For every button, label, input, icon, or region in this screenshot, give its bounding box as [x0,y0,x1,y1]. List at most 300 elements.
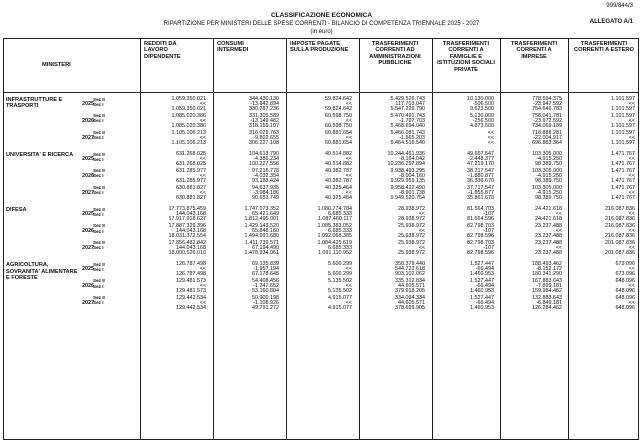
table-cell: 90.653.749 [252,194,279,201]
table-cell: << [345,172,352,179]
table-cell: << [199,283,206,290]
table-cell: 903.102.062 [395,271,425,278]
table-cell: -22.004.917 [533,134,562,141]
table-cell: 18.000.526.010 [168,249,206,256]
table-cell: 648.096 [615,304,635,311]
table-cell: 25.938.972 [398,222,425,229]
table-cell: -4.386.234 [253,156,279,163]
column-divider [432,38,433,440]
table-cell: 4.873.500 [470,123,494,130]
table-cell: -8.152.172 [536,266,562,273]
table-cell: -6.849.181 [536,299,562,306]
table-cell: 1.101.597 [611,106,635,113]
table-cell: << [199,156,206,163]
table-cell: 1.411.739.571 [244,239,279,246]
table-cell: << [487,129,494,136]
ministero-name: DIFESA [6,207,27,214]
table-cell: 117.703.047 [395,101,425,108]
table-cell: 544.722.618 [395,266,425,273]
table-cell: 630.881.827 [176,184,206,191]
table-cell: 60.881.654 [325,139,352,146]
table-cell: 734.069.189 [532,123,562,130]
column-divider [286,38,287,440]
table-cell: 103.305.000 [532,151,562,158]
sezione-label: Sez I [93,135,104,141]
year-label: 2027 [82,134,94,141]
table-cell: 1.092.068.385 [317,233,352,240]
table-cell: 82.798.703 [467,239,494,246]
table-cell: 67.194.490 [252,244,279,251]
table-cell: 216.087.836 [605,216,635,223]
table-cell: << [628,211,635,218]
table-cell: << [628,172,635,179]
sezione-label: Sez II [93,185,105,191]
table-cell: 673.096 [615,271,635,278]
table-cell: -2.448.377 [468,156,494,163]
table-cell: -1.855.877 [468,189,494,196]
table-cell: 5.547.229.790 [390,106,425,113]
table-cell: << [345,117,352,124]
table-cell: 37.717.547 [467,184,494,191]
table-cell: << [418,228,425,234]
sezione-label: Sez II [93,261,105,267]
table-cell: -107 [483,228,494,234]
table-cell: 758.041.781 [532,112,562,119]
table-cell: 631.285.977 [176,178,206,185]
table-cell: 1.101.597 [611,123,635,130]
table-cell: 50.900.198 [252,294,279,301]
year-label: 2027 [82,189,94,196]
sezione-label: Sez II [93,151,105,157]
table-cell: 5.464.516.540 [390,139,425,146]
table-cell: 59.824.642 [325,96,352,102]
sezione-label: Sez I [93,101,104,107]
table-cell: 1.471.767 [611,194,635,201]
table-cell: 40.382.787 [325,178,352,185]
table-cell: 754.646.783 [532,106,562,113]
table-cell: 201.087.836 [605,249,635,256]
header-trasf-estero: TRASFERIMENTI CORRENTI A ESTERO [574,41,634,54]
table-cell: 82.798.596 [467,249,494,256]
table-cell: 9.623.500 [470,106,494,113]
table-cell: << [345,266,352,273]
table-cell: 5.468.694.040 [390,123,425,130]
table-cell: 1.471.767 [611,151,635,158]
table-cell: 36.336.670 [467,178,494,185]
table-cell: 5.130.000 [470,112,494,119]
table-cell: -8.004.160 [399,172,425,179]
table-cell: 331.305.589 [249,112,279,119]
table-cell: 167.883.643 [532,277,562,284]
table-cell: 25.938.972 [398,249,425,256]
table-cell: 40.514.882 [325,151,352,158]
table-cell: 1.471.767 [611,161,635,168]
table-cell: 378.699.905 [395,304,425,311]
table-cell: 10.236.297.894 [387,161,425,168]
table-cell: 10.130.000 [467,96,494,102]
table-cell: 318.159.107 [249,123,279,130]
table-cell: 778.594.375 [532,96,562,102]
table-cell: 1.471.767 [611,167,635,174]
table-cell: -3.984.186 [253,189,279,196]
table-cell: 100.227.556 [249,161,279,168]
table-cell: 44.605.571 [398,299,425,306]
allegato-label: ALLEGATO A/1 [589,19,633,25]
table-cell: 132.883.643 [532,294,562,301]
table-cell: -4.915.250 [536,189,562,196]
table-cell: 1.059.350.021 [171,106,206,113]
table-cell: 67.178.645 [252,271,279,278]
sezione-label: Sez II [93,96,105,102]
sezione-label: Sez II [93,113,105,119]
table-cell: << [199,101,206,108]
table-cell: 5.135.502 [328,277,352,284]
table-cell: -1.880.877 [468,172,494,179]
table-cell: 1.085.020.386 [171,123,206,130]
table-cell: 24.421.618 [535,206,562,213]
table-cell: 5.429.526.743 [390,96,425,102]
table-cell: 82.798.703 [467,222,494,229]
table-cell: 1.460.953 [470,288,494,295]
header-consumi: CONSUMI INTERMEDI [217,41,249,54]
table-cell: 6.685.333 [328,211,352,218]
table-cell: 648.096 [615,288,635,295]
table-cell: 1.085.383.052 [317,222,352,229]
table-cell: 718.888.281 [532,129,562,136]
table-cell: -8.901.738 [399,189,425,196]
table-cell: << [628,189,635,196]
table-cell: 25.938.972 [398,239,425,246]
table-cell: << [345,299,352,306]
sezione-label: Sez II [93,240,105,246]
table-cell: << [628,101,635,108]
table-cell: 648.096 [615,294,635,301]
table-cell: 1.812.495.001 [244,216,279,223]
table-cell: 1.471.767 [611,178,635,185]
table-cell: 28.938.972 [398,216,425,223]
year-label: 2027 [82,299,94,306]
table-cell: -23.947.592 [533,101,562,108]
table-cell: 81.564.703 [467,206,494,213]
table-cell: 1.747.073.352 [244,206,279,213]
sezione-label: Sez I [93,245,104,251]
table-cell: 1.527.447 [470,294,494,301]
year-label: 2026 [82,117,94,124]
title-line-3: (in euro) [310,29,333,35]
sezione-label: Sez I [93,300,104,306]
table-cell: 17.856.482.842 [168,239,206,246]
table-cell: -506.500 [472,101,494,108]
table-cell: 38.217.547 [467,167,494,174]
column-divider [568,38,569,440]
title-line-1: CLASSIFICAZIONE ECONOMICA [270,12,373,19]
header-ministeri: MINISTERI [42,62,71,68]
sezione-label: Sez I [93,118,104,124]
table-cell: 6.685.333 [328,228,352,234]
page-code: 999/844/3 [606,3,633,9]
sezione-label: Sez I [93,283,104,289]
table-cell: << [199,299,206,306]
table-cell: << [487,134,494,141]
table-cell: << [628,228,635,234]
table-cell: 216.087.836 [605,222,635,229]
table-cell: 5.466.081.743 [390,129,425,136]
table-cell: -8.164.042 [399,156,425,163]
sezione-label: Sez I [93,266,104,272]
table-cell: 40.325.464 [325,184,352,191]
table-cell: 65.421.649 [252,211,279,218]
year-label: 2026 [82,228,94,234]
table-cell: 1.101.597 [611,96,635,102]
table-cell: 10.244.461.936 [387,151,425,158]
table-cell: 17.773.875.459 [168,206,206,213]
table-cell: 98.389.750 [535,178,562,185]
table-cell: 40.325.464 [325,194,352,201]
table-cell: 25.938.972 [398,233,425,240]
table-cell: -66.494 [475,299,494,306]
year-label: 2025 [82,156,94,163]
table-cell: 44.605.571 [398,283,425,290]
table-cell: 1.478.934.061 [244,249,279,256]
table-cell: 103.305.000 [532,184,562,191]
table-cell: 1.085.020.386 [171,112,206,119]
table-cell: 82.798.596 [467,233,494,240]
table-cell: 1.059.350.021 [171,96,206,102]
table-cell: 129.481.573 [176,277,206,284]
table-cell: 358.379.440 [395,261,425,268]
table-cell: 24.421.618 [535,216,562,223]
table-cell: 5.135.502 [328,288,352,295]
header-separator [3,92,639,93]
table-cell: -4.915.250 [536,172,562,179]
table-cell: -13.149.482 [250,117,279,124]
table-cell: 316.029.763 [249,129,279,136]
table-cell: << [628,283,635,290]
year-label: 2026 [82,283,94,290]
table-cell: 49.667.547 [467,151,494,158]
table-cell: 1.527.447 [470,277,494,284]
table-cell: -1.247.652 [253,283,279,290]
sezione-label: Sez I [93,228,104,234]
table-cell: 98.389.750 [535,161,562,168]
table-cell: 60.598.750 [325,112,352,119]
table-cell: 129.481.573 [176,288,206,295]
table-cell: 1.429.143.520 [244,222,279,229]
column-divider [359,38,360,440]
table-cell: 5.470.491.743 [390,112,425,119]
table-cell: 23.237.488 [535,222,562,229]
table-cell: << [199,134,206,141]
table-cell: -1.797.703 [399,117,425,124]
table-cell: 1.080.774.784 [317,206,352,213]
table-cell: << [345,189,352,196]
column-divider [500,38,501,440]
table-cell: 379.918.205 [395,288,425,295]
year-label: 2027 [82,244,94,251]
table-cell: 59.824.642 [325,106,352,113]
table-cell: << [345,283,352,290]
table-cell: -4.915.250 [536,156,562,163]
sezione-label: Sez II [93,223,105,229]
table-cell: 23.237.488 [535,233,562,240]
table-cell: 9.949.520.754 [390,194,425,201]
table-cell: -9.802.655 [253,134,279,141]
sezione-label: Sez II [93,278,105,284]
table-cell: -256.500 [472,117,494,124]
header-imposte: IMPOSTE PAGATE SULLA PRODUZIONE [290,41,349,54]
table-cell: 94.637.935 [252,184,279,191]
table-cell: 17.917.918.627 [168,216,206,223]
title-block [0,12,643,36]
table-cell: << [555,244,562,251]
table-cell: -107 [483,211,494,218]
table-cell: 6.685.333 [328,244,352,251]
table-cell: << [628,244,635,251]
table-cell: 40.382.787 [325,167,352,174]
column-divider [213,38,214,440]
table-cell: 344.430.130 [249,96,279,102]
table-cell: << [555,228,562,234]
year-label: 2025 [82,101,94,108]
table-cell: 335.312.834 [395,277,425,284]
header-redditi: REDDITI DA LAVORO DIPENDENTE [144,41,181,60]
table-cell: 144.043.168 [176,244,206,251]
table-cell: 631.285.977 [176,167,206,174]
table-cell: -1.565.203 [399,134,425,141]
table-cell: 1.084.425.619 [317,239,352,246]
table-cell: 81.564.596 [467,216,494,223]
sezione-label: Sez II [93,206,105,212]
table-cell: 1.527.447 [470,261,494,268]
table-cell: 126.787.498 [176,271,206,278]
table-cell: 1.471.767 [611,184,635,191]
year-label: 2026 [82,172,94,179]
table-cell: 9.929.959.135 [390,178,425,185]
table-cell: 23.237.488 [535,249,562,256]
table-cell: << [628,117,635,124]
table-cell: << [628,134,635,141]
table-cell: 47.219.170 [467,161,494,168]
table-cell: 17.887.329.396 [168,222,206,229]
table-cell: 334.094.334 [395,294,425,301]
table-cell: 5.600.299 [328,271,352,278]
table-cell: << [418,244,425,251]
table-cell: 60.881.654 [325,129,352,136]
table-cell: 65.848.160 [252,228,279,234]
table-cell: << [555,211,562,218]
table-cell: -107 [483,244,494,251]
header-trasf-ammin: TRASFERIMENTI CORRENTI AD AMMINISTRAZIONI PUBBLICHE [369,41,421,67]
table-cell: 216.087.836 [605,233,635,240]
table-cell: 180.341.290 [532,271,562,278]
table-cell: 1.087.460.117 [317,216,352,223]
ministero-name: UNIVERSITA' E RICERCA [6,152,74,159]
year-label: 2025 [82,266,94,273]
table-cell: 4.915.077 [328,304,352,311]
table-cell: 1.494.991.680 [244,233,279,240]
table-cell: << [345,156,352,163]
table-cell: 1.460.953 [470,271,494,278]
table-cell: 129.442.534 [176,304,206,311]
table-cell: 28.938.972 [398,206,425,213]
table-cell: 104.613.790 [249,151,279,158]
table-cell: << [628,299,635,306]
table-cell: 696.883.364 [532,139,562,146]
header-trasf-imprese: TRASFERIMENTI CORRENTI A IMPRESE [510,41,558,60]
title-line-2: RIPARTIZIONE PER MINISTERI DELLE SPESE CORRENTI - BILANCIO DI COMPETENZA TRIENNALE 2025 - 2027 [163,21,480,27]
table-cell: -4.032.354 [253,172,279,179]
table-cell: -23.972.592 [533,117,562,124]
table-cell: << [199,172,206,179]
table-cell: 306.227.108 [249,139,279,146]
table-cell: 5.600.299 [328,261,352,268]
table-cell: 144.043.168 [176,211,206,218]
table-cell: 98.389.750 [535,194,562,201]
table-cell: 9.938.493.295 [390,167,425,174]
sezione-label: Sez II [93,295,105,301]
table-cell: -7.899.181 [536,283,562,290]
table-cell: -1.108.926 [253,299,279,306]
table-cell: 1.101.597 [611,139,635,146]
table-cell: 103.305.000 [532,167,562,174]
table-cell: 126.787.498 [176,261,206,268]
sezione-label: Sez I [93,211,104,217]
table-cell: 60.598.750 [325,123,352,130]
table-cell: 1.460.953 [470,304,494,311]
table-cell: 1.105.106.213 [171,139,206,146]
column-divider [140,38,141,440]
table-cell: << [345,101,352,108]
table-cell: 4.915.077 [328,294,352,301]
header-trasf-famiglie: TRASFERIMENTI CORRENTI A FAMIGLIE E ISTITUZIONI SOCIALI PRIVATE [437,41,495,73]
sezione-label: Sez II [93,130,105,135]
table-cell: -13.642.894 [250,101,279,108]
table-cell: 93.183.424 [252,178,279,185]
table-cell: 648.096 [615,277,635,284]
sezione-label: Sez I [93,156,104,162]
year-label: 2025 [82,211,94,218]
table-cell: 9.958.422.490 [390,184,425,191]
table-cell: 54.408.456 [252,277,279,284]
table-cell: 49.791.272 [252,304,279,311]
ministero-name: AGRICOLTURA, SOVRANITA' ALIMENTARE E FORESTE [6,262,78,281]
table-cell: << [199,189,206,196]
table-cell: 69.135.839 [252,261,279,268]
sezione-label: Sez II [93,168,105,174]
table-cell: 631.268.025 [176,161,206,168]
table-cell: -66.494 [475,283,494,290]
table-cell: 630.881.827 [176,194,206,201]
table-cell: << [628,156,635,163]
table-cell: 97.216.778 [252,167,279,174]
table-cell: 1.101.597 [611,129,635,136]
table-cell: << [418,211,425,218]
table-cell: << [199,266,206,273]
table-cell: 631.268.025 [176,151,206,158]
table-cell: 144.043.168 [176,228,206,234]
table-cell: 330.787.236 [249,106,279,113]
table-cell: 673.096 [615,261,635,268]
table-cell: 40.514.882 [325,161,352,168]
sezione-label: Sez I [93,190,104,196]
table-cell: 53.160.804 [252,288,279,295]
table-cell: << [487,139,494,146]
table-cell: 1.101.597 [611,112,635,119]
table-cell: 216.087.836 [605,206,635,213]
table-cell: -66.494 [475,266,494,273]
table-cell: 201.087.836 [605,239,635,246]
table-cell: << [628,266,635,273]
